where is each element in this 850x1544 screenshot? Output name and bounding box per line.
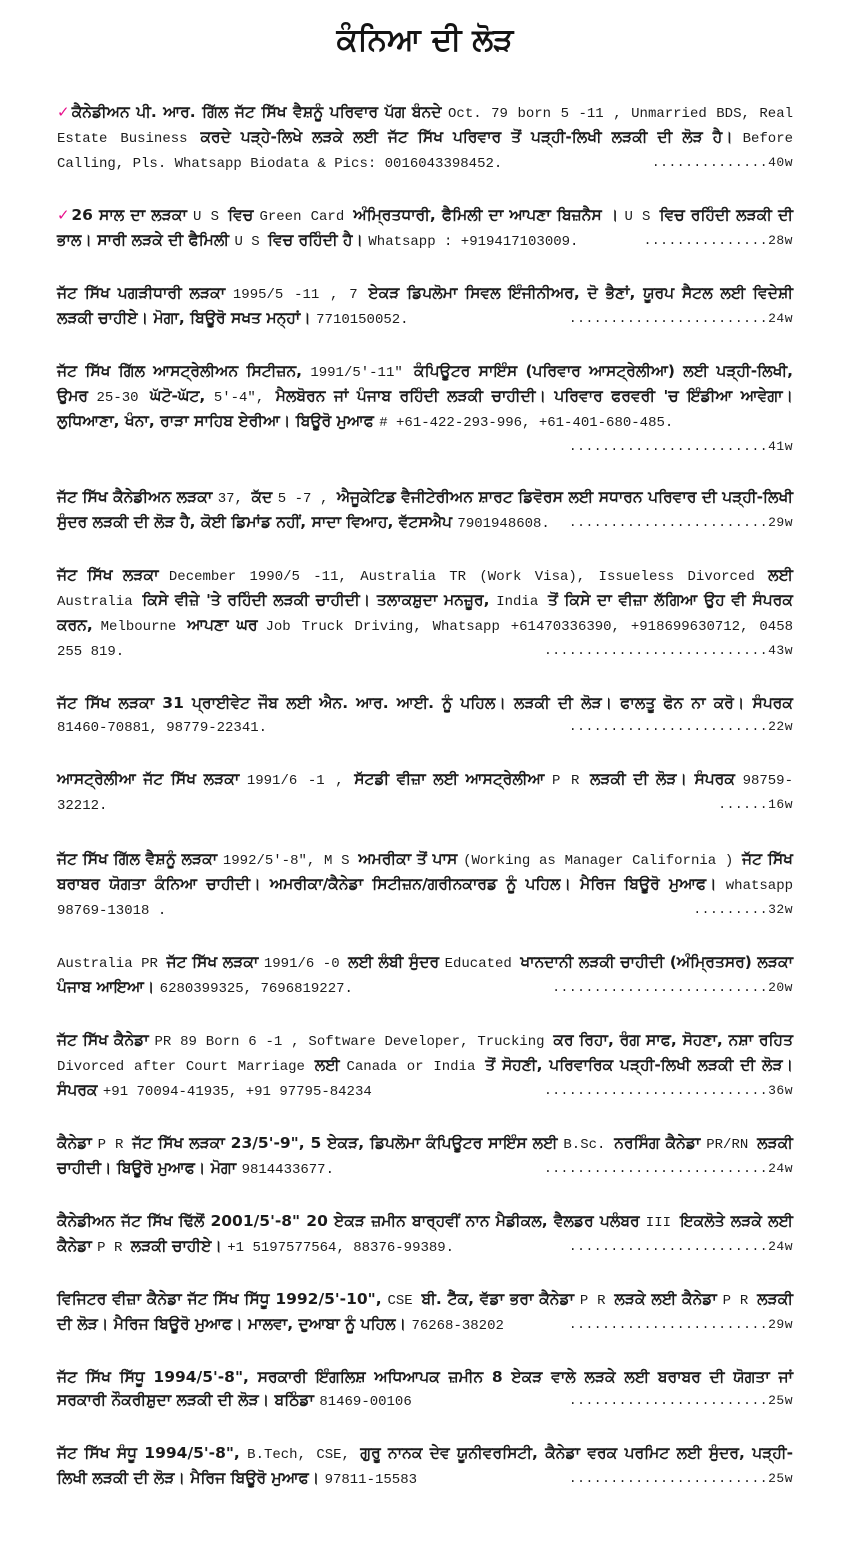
ad-text-segment: B.Tech, CSE, [247,1447,361,1463]
word-count: .........32w [693,902,793,917]
ad-text-segment: III [645,1215,681,1231]
ad-text-segment: ਕਰਦੇ ਪੜ੍ਹੇ-ਲਿਖੇ ਲੜਕੇ ਲਈ ਜੱਟ ਸਿੱਖ ਪਰਿਵਾਰ ਤੋਂ ਪੜ੍ਹੀ-ਲਿਖੀ ਲੜਕੀ ਦੀ ਲੋੜ ਹੈ। [200,128,743,146]
ad-text-segment: (Working as Manager California ) [463,853,743,869]
ad-text-segment: CSE [387,1293,422,1309]
ad-text-segment: Job Truck Driving, Whatsapp +61470336390, +918699630712, 0458 255 819. [57,619,793,660]
ad-text-segment: # +61-422-293-996, +61-401-680-485. [379,415,674,431]
ad-text-segment: P R [97,1137,133,1153]
classified-ad [57,692,793,740]
classified-ad [57,1029,793,1104]
ad-text-segment: December 1990/5 -11, Australia TR (Work Visa), Issueless Divorced [168,569,769,585]
ad-text-segment: Before Calling, Pls. Whatsapp Biodata & Pics: 0016043398452. [57,131,794,172]
ad-text-segment: ਕਿਸੇ ਵੀਜ਼ੇ 'ਤੇ ਰਹਿੰਦੀ ਲੜਕੀ ਚਾਹੀਦੀ। ਤਲਾਕਸ਼ੁਦਾ ਮਨਜ਼ੂਰ, [142,591,497,609]
ad-text-segment: ਗੁਰੂ ਨਾਨਕ ਦੇਵ ਯੂਨੀਵਰਸਿਟੀ, ਕੈਨੇਡਾ ਵਰਕ ਪਰਮਿਟ ਲਈ ਸੁੰਦਰ, ਪੜ੍ਹੀ-ਲਿਖੀ ਲੜਕੀ ਦੀ ਲੋੜ। ਮੈਰਿਜ ਬਿਊਰੋ ਮੁਆਫ। [57,1444,794,1487]
classified-ad [57,1442,793,1492]
ad-text-segment: ਜੱਟ ਸਿੱਖ ਲੜਕਾ [166,953,264,971]
ad-text-segment: ਜੱਟ ਸਿੱਖ ਲੜਕਾ [57,566,169,584]
ad-text-segment: ਲੜਕੀ ਦੀ ਲੋੜ। ਸੰਪਰਕ [589,770,743,788]
ad-text-segment: +1 5197577564, 88376-99389. [227,1240,455,1256]
ad-text-segment: ਤੋਂ ਕਿਸੇ ਦਾ ਵੀਜ਼ਾ ਲੱਗਿਆ ਉਹ ਵੀ ਸੰਪਰਕ ਕਰਨ, [57,591,793,634]
ad-text-segment: Melbourne [100,619,188,635]
ad-text-segment: ਐਜੂਕੇਟਿਡ ਵੈਜੀਟੇਰੀਅਨ ਸ਼ਾਰਟ ਡਿਵੋਰਸ ਲਈ ਸਧਾਰਨ ਪਰਿਵਾਰ ਦੀ ਪੜ੍ਹੀ-ਲਿਖੀ ਸੁੰਦਰ ਲੜਕੀ ਦੀ ਲੋੜ ਹੈ, ਕੋਈ ਡਿਮਾਂਡ ਨਹੀਂ, ਸਾਦਾ ਵਿਆਹ, ਵੱਟਸਐਪ [57,488,794,531]
ad-text-segment: ਸੱਟਡੀ ਵੀਜ਼ਾ ਲਈ ਆਸਟ੍ਰੇਲੀਆ [354,770,552,788]
ad-text-segment: ਜੱਟ ਸਿੱਖ ਕੈਨੇਡਾ [57,1031,155,1049]
ad-text-segment: P R [722,1293,758,1309]
ad-text-segment: 1992/5'-8", M S [222,853,359,869]
classified-ad [57,486,793,536]
ad-text-segment: 9814433677. [241,1162,334,1178]
ad-text-segment: ਘੱਟੋ-ਘੱਟ, [150,387,214,405]
ad-text-segment: ਜੱਟ ਸਿੱਖ ਗਿੱਲ ਆਸਟ੍ਰੇਲੀਅਨ ਸਿਟੀਜ਼ਨ, [57,362,311,380]
ad-text-segment: Whatsapp : +919417103009. [368,234,579,250]
classified-ad [57,951,793,1001]
ad-text-segment: ਲੜਕੀ ਦੀ ਲੋੜ। ਮੈਰਿਜ ਬਿਊਰੋ ਮੁਆਫ। ਮਾਲਵਾ, ਦੁਆਬਾ ਨੂੰ ਪਹਿਲ। [57,1290,793,1333]
ad-text-segment: U S [234,234,269,250]
word-count: ........................24w [568,1239,793,1254]
ad-text-segment: Green Card [259,209,354,225]
word-count: ...............28w [643,233,793,248]
ad-text-segment: ਲੜਕੀ ਚਾਹੀਏ। [130,1237,228,1255]
ad-text-segment: ਕੈਨੇਡਾ [57,1134,98,1152]
word-count: ...........................43w [543,643,793,658]
checkmark-icon: ✓ [57,103,71,121]
classified-ad [57,360,793,458]
ad-text-segment: Divorced after Court Marriage [57,1059,315,1075]
ad-text-segment: ਲਈ [314,1056,347,1074]
ad-text-segment: 81460-70881, 98779-22341. [57,720,268,736]
word-count: ......16w [718,797,793,812]
ad-text-segment: Australia [57,594,143,610]
ad-text-segment: 37, [217,491,252,507]
ad-text-segment: India [496,594,548,610]
ad-text-segment: Australia PR [57,956,167,972]
ad-text-segment: ਇਕਲੋਤੇ ਲੜਕੇ ਲਈ ਕੈਨੇਡਾ [57,1212,794,1255]
ad-text-segment: P R [97,1240,131,1256]
ad-text-segment: P R [579,1293,615,1309]
ads-list [57,101,793,1492]
ad-text-segment: ਕੱਦ [251,488,278,506]
classified-ad [57,1366,793,1414]
ad-text-segment: ਲਈ [768,566,793,584]
ad-text-segment: ਜੱਟ ਸਿੱਖ ਲੜਕਾ 31 ਪ੍ਰਾਈਵੇਟ ਜੌਬ ਲਈ ਐਨ. ਆਰ. ਆਈ. ਨੂੰ ਪਹਿਲ। ਲੜਕੀ ਦੀ ਲੋੜ। ਫਾਲਤੂ ਫੋਨ ਨਾ ਕਰੋ। ਸੰਪਰਕ [57,694,793,712]
ad-text-segment: 1991/6 -1 , [246,773,355,789]
ad-text-segment: ਵਿਚ ਰਹਿੰਦੀ ਲੜਕੀ ਦੀ ਭਾਲ। ਸਾਰੀ ਲੜਕੇ ਦੀ ਫੈਮਿਲੀ [57,206,794,249]
ad-text-segment: 7710150052. [316,312,409,328]
ad-text-segment: 5 -7 , [277,491,337,507]
ad-text-segment: ਵਿਚ ਰਹਿੰਦੀ ਹੈ। [268,231,369,249]
ad-text-segment: PR/RN [706,1137,758,1153]
ad-text-segment: ਜੱਟ ਸਿੱਖ ਸਿੱਧੂ 1994/5'-8", [57,1368,258,1386]
ad-text-segment: +91 70094-41935, +91 97795-84234 [102,1084,372,1100]
ad-text-segment: 1991/5'-11" [310,365,415,381]
ad-text-segment: ਆਸਟ੍ਰੇਲੀਆ ਜੱਟ ਸਿੱਖ ਲੜਕਾ [57,770,247,788]
ad-text-segment: ਜੱਟ ਸਿੱਖ ਗਿੱਲ ਵੈਸ਼ਨੂੰ ਲੜਕਾ [57,850,223,868]
ad-text-segment: ਏਕੜ ਡਿਪਲੋਮਾ ਸਿਵਲ ਇੰਜੀਨੀਅਰ, ਦੋ ਭੈਣਾਂ, ਯੂਰਪ ਸੈਟਲ ਲਈ ਵਿਦੇਸ਼ੀ ਲੜਕੀ ਚਾਹੀਏ। ਮੋਗਾ, ਬਿਊਰੋ ਸਖਤ ਮਨ੍ਹਾਂ। [57,284,794,327]
word-count: ...........................36w [543,1083,793,1098]
ad-text-segment: 25-30 [96,390,151,406]
classified-ad [57,1132,793,1182]
ad-text-segment: U S [193,209,229,225]
ad-text-segment: ਕੰਪਿਊਟਰ ਸਾਇੰਸ (ਪਰਿਵਾਰ ਆਸਟ੍ਰੇਲੀਆ) ਲਈ ਪੜ੍ਹੀ-ਲਿਖੀ, ਉਮਰ [57,362,793,405]
classified-ad [57,564,793,664]
ad-text-segment: 81469-00106 [319,1394,412,1410]
ad-text-segment: ਲੜਕੀ ਚਾਹੀਦੀ। ਬਿਊਰੋ ਮੁਆਫ। ਮੋਗਾ [57,1134,793,1177]
ad-text-segment: PR 89 Born 6 -1 , Software Developer, Trucking [154,1034,554,1050]
ad-text-segment: ਏਕੜ, ਡਿਪਲੋਮਾ ਕੰਪਿਊਟਰ ਸਾਇੰਸ ਲਈ [327,1134,564,1152]
classified-ad [57,204,793,254]
ad-text-segment: ਮੈਲਬੋਰਨ ਜਾਂ ਪੰਜਾਬ ਰਹਿੰਦੀ ਲੜਕੀ ਚਾਹੀਦੀ। ਪਰਿਵਾਰ ਫਰਵਰੀ 'ਚ ਇੰਡੀਆ ਆਵੇਗਾ। ਲੁਧਿਆਣਾ, ਖੰਨਾ, ਰਾੜਾ ਸਾਹਿਬ ਏਰੀਆ। ਬਿਊਰੋ ਮੁਆਫ [57,387,793,430]
ad-text-segment: 98759-32212. [57,773,793,814]
ad-text-segment: ਵਿਜਿਟਰ ਵੀਜ਼ਾ ਕੈਨੇਡਾ ਜੱਟ ਸਿੱਖ ਸਿੱਧੂ 1992/5'-10", [57,1290,388,1308]
ad-text-segment: ਲੜਕੇ ਲਈ ਕੈਨੇਡਾ [614,1290,723,1308]
ad-text-segment: 1995/5 -11 , 7 [232,287,369,303]
ad-text-segment: P R [551,773,590,789]
ad-text-segment: Educated [444,956,521,972]
ad-text-segment: B.Sc. [563,1137,615,1153]
checkmark-icon: ✓ [57,206,71,224]
ad-text-segment: ਏਕੜ ਜ਼ਮੀਨ ਬਾਰ੍ਹਵੀਂ ਨਾਨ ਮੈਡੀਕਲ, ਵੈਲਡਰ ਪਲੰਬਰ [334,1212,646,1230]
ad-text-segment: 76268-38202 [411,1318,504,1334]
word-count: ........................29w [568,515,793,530]
ad-text-segment: 5'-4", [213,390,276,406]
ad-text-segment: ਖਾਨਦਾਨੀ ਲੜਕੀ ਚਾਹੀਦੀ (ਅੰਮ੍ਰਿਤਸਰ) ਲੜਕਾ ਪੰਜਾਬ ਆਇਆ। [57,953,794,996]
classified-ad [57,282,793,332]
ad-text-segment: 26 ਸਾਲ ਦਾ ਲੜਕਾ [71,206,194,224]
word-count: ..........................20w [552,980,793,995]
ad-text-segment: ਅਮਰੀਕਾ ਤੋਂ ਪਾਸ [358,850,464,868]
ad-text-segment: ਨਰਸਿੰਗ ਕੈਨੇਡਾ [614,1134,707,1152]
ad-text-segment: ਕੈਨੇਡੀਅਨ ਜੱਟ ਸਿੱਖ ਢਿੱਲੋਂ 2001/5'-8" 20 [57,1212,335,1230]
classified-ad [57,1288,793,1338]
ad-text-segment: ਲਈ ਲੰਬੀ ਸੁੰਦਰ [348,953,445,971]
word-count: ........................24w [568,311,793,326]
ad-text-segment: ਜੱਟ ਸਿੱਖ ਲੜਕਾ 23/5'-9", 5 [132,1134,328,1152]
ad-text-segment: ਵਿਚ [228,206,260,224]
ad-text-segment: ਜੱਟ ਸਿੱਖ ਬਰਾਬਰ ਯੋਗਤਾ ਕੰਨਿਆ ਚਾਹੀਦੀ। ਅਮਰੀਕਾ/ਕੈਨੇਡਾ ਸਿਟੀਜ਼ਨ/ਗਰੀਨਕਾਰਡ ਨੂੰ ਪਹਿਲ। ਮੈਰਿਜ ਬਿਊਰੋ ਮੁਆਫ। [57,850,793,893]
word-count: ........................41w [568,439,793,454]
ad-text-segment: ਕੈਨੇਡੀਅਨ ਪੀ. ਆਰ. ਗਿੱਲ ਜੱਟ ਸਿੱਖ ਵੈਸ਼ਨੂੰ ਪਰਿਵਾਰ ਪੱਗ ਬੰਨਦੇ [71,103,449,121]
ad-text-segment: ਬੀ. ਟੈੱਕ, ਵੱਡਾ ਭਰਾ ਕੈਨੇਡਾ [421,1290,580,1308]
ad-text-segment: ਆਪਣਾ ਘਰ [187,616,266,634]
ad-text-segment: ਜੱਟ ਸਿੱਖ ਕੈਨੇਡੀਅਨ ਲੜਕਾ [57,488,218,506]
ad-text-segment: 97811-15583 [324,1472,417,1488]
word-count: ........................29w [568,1317,793,1332]
classified-ad [57,1210,793,1260]
ad-text-segment: U S [624,209,660,225]
ad-text-segment: Oct. 79 born 5 -11 , Unmarried BDS, Real Estate Business [57,106,793,147]
page-title: ਕੰਨਿਆ ਦੀ ਲੋੜ [336,22,514,58]
ad-text-segment: ਤੋਂ ਸੋਹਣੀ, ਪਰਿਵਾਰਿਕ ਪੜ੍ਹੀ-ਲਿਖੀ ਲੜਕੀ ਦੀ ਲੋੜ। ਸੰਪਰਕ [57,1056,794,1099]
ad-text-segment: 6280399325, 7696819227. [159,981,353,997]
ad-text-segment: Canada or India [346,1059,486,1075]
word-count: ........................22w [568,719,793,734]
ad-text-segment: 7901948608. [457,516,550,532]
classified-ad [57,768,793,818]
word-count: ........................25w [568,1393,793,1408]
ad-text-segment: ਸਰਕਾਰੀ ਇੰਗਲਿਸ਼ ਅਧਿਆਪਕ ਜ਼ਮੀਨ 8 ਏਕੜ ਵਾਲੇ ਲੜਕੇ ਲਈ ਬਰਾਬਰ ਦੀ ਯੋਗਤਾ ਜਾਂ ਸਰਕਾਰੀ ਨੌਕਰੀਸ਼ੁਦਾ ਲੜਕੀ ਦੀ ਲੋੜ। ਬਠਿੰਡਾ [57,1368,794,1409]
word-count: ...........................24w [543,1161,793,1176]
word-count: ........................25w [568,1471,793,1486]
ad-text-segment: ਜੱਟ ਸਿੱਖ ਸੰਧੂ 1994/5'-8", [57,1444,248,1462]
ad-text-segment: ਕਰ ਰਿਹਾ, ਰੰਗ ਸਾਫ, ਸੋਹਣਾ, ਨਸ਼ਾ ਰਹਿਤ [553,1031,793,1049]
ad-text-segment: whatsapp 98769-13018 . [57,878,793,919]
ad-text-segment: 1991/6 -0 [263,956,349,972]
word-count: ..............40w [651,155,793,170]
classified-ad [57,101,793,176]
ad-text-segment: ਅੰਮ੍ਰਿਤਧਾਰੀ, ਫੈਮਿਲੀ ਦਾ ਆਪਣਾ ਬਿਜ਼ਨੈਸ । [353,206,625,224]
ad-text-segment: ਜੱਟ ਸਿੱਖ ਪਗੜੀਧਾਰੀ ਲੜਕਾ [57,284,233,302]
classified-ad [57,848,793,923]
